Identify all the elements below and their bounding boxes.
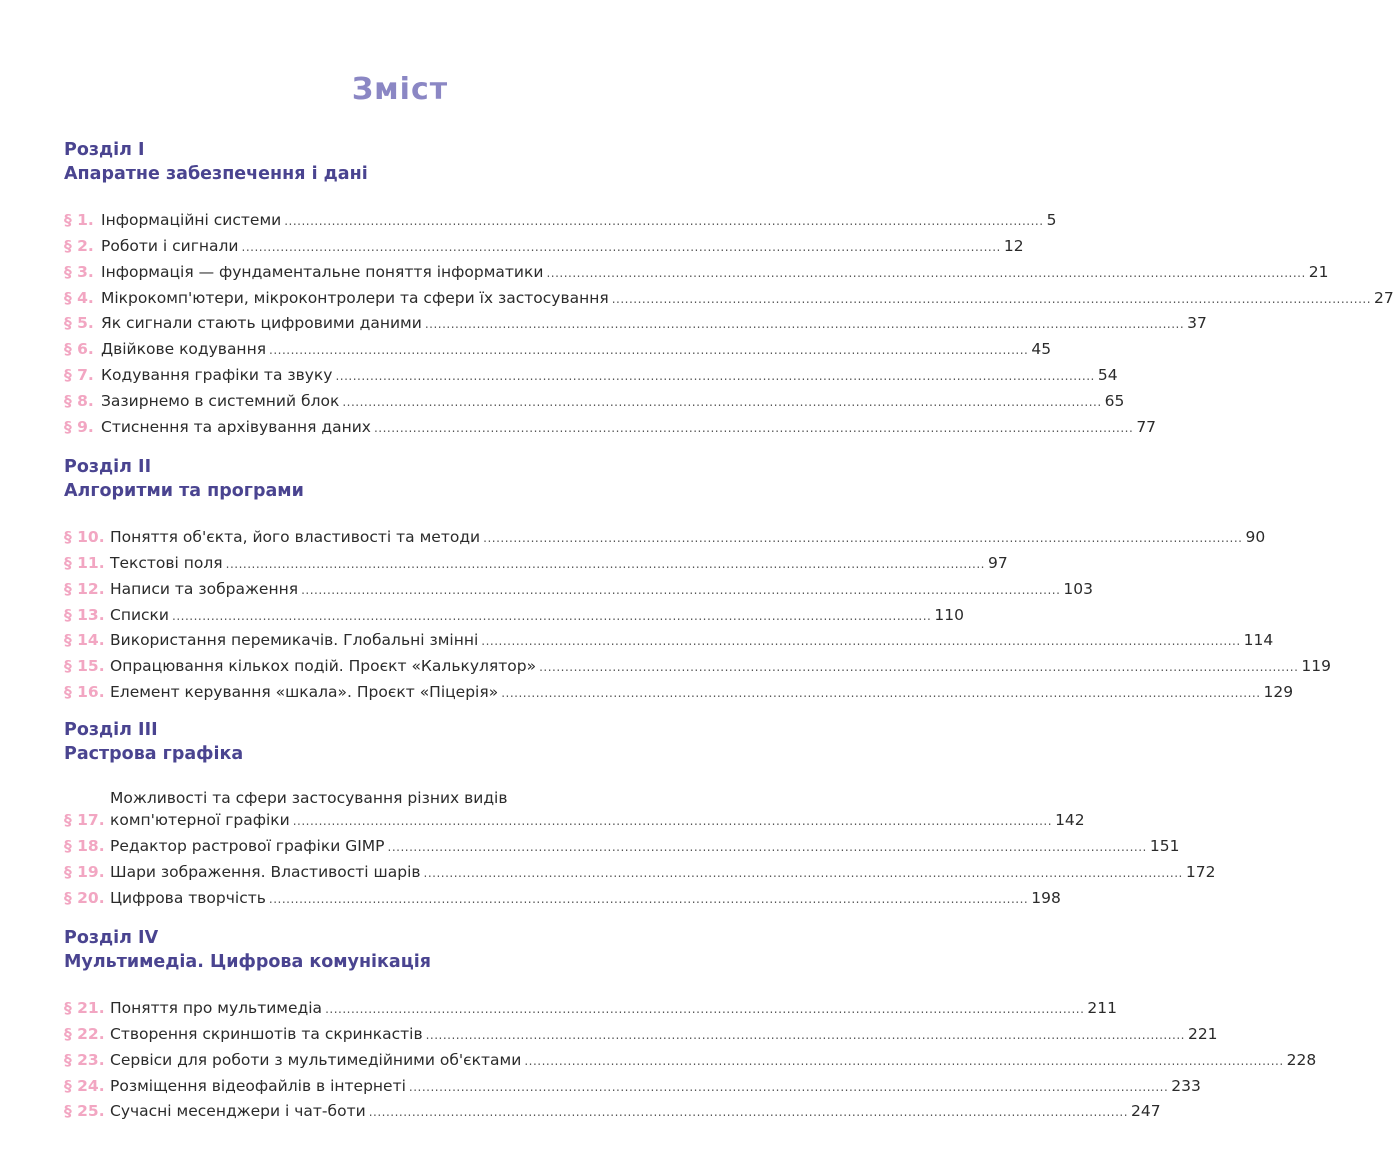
leader-dots (424, 862, 1183, 882)
entry-page: 247 (1131, 1102, 1161, 1121)
entry-page: 21 (1308, 262, 1329, 281)
entry-number: § 12. (64, 579, 105, 598)
toc-entry[interactable] (64, 359, 1118, 385)
entry-page: 45 (1031, 340, 1052, 359)
entry-line (110, 656, 1332, 676)
leader-dots (501, 682, 1260, 702)
toc-entry[interactable] (64, 385, 1125, 411)
entry-number: § 25. (64, 1102, 105, 1121)
entry-text-block (110, 788, 1085, 830)
entry-page: 172 (1185, 862, 1216, 881)
entry-page: 233 (1171, 1076, 1201, 1095)
entry-number: § 21. (64, 998, 105, 1017)
entry-title: Кодування графіки та звуку (101, 366, 333, 385)
entry-line (110, 553, 1008, 573)
entry-line (110, 1050, 1317, 1070)
toc-entry[interactable] (64, 333, 1052, 359)
leader-dots (284, 210, 1043, 230)
leader-dots (483, 527, 1242, 547)
toc-entry[interactable] (64, 676, 1294, 702)
entry-number: § 3. (64, 262, 94, 281)
entry-title: Можливості та сфери застосування різних видів (110, 789, 508, 807)
entry-page: 142 (1055, 811, 1085, 829)
leader-dots (369, 1101, 1128, 1121)
toc-entry[interactable] (64, 1044, 1317, 1070)
toc-entry[interactable] (64, 573, 1093, 599)
leader-dots (546, 262, 1305, 282)
entry-number: § 2. (64, 236, 94, 255)
section-label: Розділ IV (64, 928, 159, 948)
leader-dots (612, 288, 1371, 308)
entry-title: Зазирнемо в системний блок (101, 392, 340, 411)
section-label: Розділ ІІІ (64, 720, 158, 740)
entry-page: 114 (1243, 631, 1274, 650)
toc-entry[interactable] (64, 784, 1085, 830)
entry-title: Сервіси для роботи з мультимедійними об'єктами (110, 1050, 522, 1069)
leader-dots (481, 630, 1240, 650)
leader-dots (226, 553, 985, 573)
leader-dots (539, 656, 1298, 676)
leader-dots (172, 605, 931, 625)
entry-number: § 22. (64, 1024, 105, 1043)
leader-dots (388, 836, 1147, 856)
leader-dots (409, 1076, 1168, 1096)
entry-title: Мікрокомп'ютери, мікроконтролери та сфери їх застосування (101, 288, 609, 307)
section-label: Розділ ІІ (64, 457, 152, 477)
entry-title: Сучасні месенджери і чат-боти (110, 1102, 366, 1121)
entry-line (101, 236, 1024, 256)
entry-number: § 20. (64, 888, 105, 907)
leader-dots (342, 391, 1101, 411)
entry-line (101, 210, 1057, 230)
toc-list (64, 521, 1332, 702)
toc-entry[interactable] (64, 204, 1057, 230)
entry-line (101, 288, 1394, 308)
entry-title: Як сигнали стають цифровими даними (101, 314, 422, 333)
entry-page: 97 (987, 553, 1008, 572)
toc-entry[interactable] (64, 411, 1157, 437)
entry-line (110, 630, 1274, 650)
entry-line (101, 313, 1207, 333)
toc-entry[interactable] (64, 1070, 1201, 1096)
entry-line (110, 1101, 1161, 1121)
entry-number: § 1. (64, 210, 94, 229)
entry-title-line (110, 810, 1085, 830)
entry-title: Цифрова творчість (110, 888, 266, 907)
entry-page: 65 (1104, 392, 1125, 411)
section-title: Алгоритми та програми (64, 481, 304, 501)
leader-dots (293, 810, 1052, 830)
entry-title-continued: комп'ютерної графіки (110, 811, 290, 829)
entry-page: 211 (1087, 998, 1117, 1017)
toc-entry[interactable] (64, 282, 1394, 308)
entry-number: § 15. (64, 657, 105, 676)
toc-entry[interactable] (64, 256, 1329, 282)
toc-section (64, 455, 1332, 702)
entry-line (110, 862, 1216, 882)
toc-section (64, 718, 1216, 908)
entry-title: Розміщення відеофайлів в інтернеті (110, 1076, 406, 1095)
toc-entry[interactable] (64, 625, 1274, 651)
entry-line (110, 605, 964, 625)
entry-number: § 17. (64, 811, 105, 829)
entry-number: § 14. (64, 631, 105, 650)
entry-number: § 6. (64, 340, 94, 359)
entry-number: § 5. (64, 314, 94, 333)
toc-entry[interactable] (64, 521, 1266, 547)
leader-dots (269, 888, 1028, 908)
entry-title: Елемент керування «шкала». Проєкт «Піцерія» (110, 683, 499, 702)
toc-entry[interactable] (64, 650, 1332, 676)
entry-title: Поняття про мультимедіа (110, 998, 323, 1017)
entry-number: § 16. (64, 683, 105, 702)
leader-dots (269, 339, 1028, 359)
section-label: Розділ І (64, 140, 145, 160)
entry-page: 77 (1136, 418, 1157, 437)
entry-title: Списки (110, 605, 169, 624)
entry-number: § 4. (64, 288, 94, 307)
leader-dots (242, 236, 1001, 256)
entry-title: Шари зображення. Властивості шарів (110, 862, 421, 881)
entry-line (110, 1024, 1218, 1044)
leader-dots (524, 1050, 1283, 1070)
toc-entry[interactable] (64, 992, 1117, 1018)
entry-line (101, 365, 1118, 385)
entry-title: Поняття об'єкта, його властивості та методи (110, 527, 481, 546)
page-title: Зміст (351, 72, 449, 107)
entry-page: 110 (934, 605, 964, 624)
toc-entry[interactable] (64, 1018, 1218, 1044)
entry-number: § 18. (64, 836, 105, 855)
leader-dots (425, 313, 1184, 333)
toc-entry[interactable] (64, 308, 1207, 334)
section-title: Апаратне забезпечення і дані (64, 164, 368, 184)
entry-title: Двійкове кодування (101, 340, 267, 359)
entry-page: 119 (1301, 657, 1332, 676)
entry-page: 198 (1031, 888, 1061, 907)
entry-number: § 7. (64, 366, 94, 385)
toc-entry[interactable] (64, 830, 1180, 856)
toc-entry[interactable] (64, 856, 1216, 882)
entry-title: Текстові поля (110, 553, 223, 572)
entry-page: 103 (1063, 579, 1093, 598)
leader-dots (301, 579, 1060, 599)
toc-list (64, 204, 1394, 437)
entry-title: Написи та зображення (110, 579, 299, 598)
entry-title: Редактор растрової графіки GIMP (110, 836, 385, 855)
toc-section (64, 138, 1394, 437)
entry-number: § 8. (64, 392, 94, 411)
toc-list (64, 784, 1216, 908)
leader-dots (325, 998, 1084, 1018)
entry-number: § 10. (64, 527, 105, 546)
entry-title: Роботи і сигнали (101, 236, 239, 255)
section-title: Мультимедіа. Цифрова комунікація (64, 952, 431, 972)
entry-line (110, 998, 1117, 1018)
toc-section (64, 926, 1317, 1121)
entry-number: § 24. (64, 1076, 105, 1095)
entry-title: Створення скриншотів та скринкастів (110, 1024, 423, 1043)
entry-line (110, 1076, 1201, 1096)
entry-page: 129 (1263, 683, 1294, 702)
entry-line (110, 888, 1061, 908)
entry-line (101, 339, 1052, 359)
toc-entry[interactable] (64, 230, 1024, 256)
entry-line (101, 391, 1125, 411)
entry-line (110, 527, 1266, 547)
toc-entry[interactable] (64, 599, 964, 625)
entry-line (110, 836, 1180, 856)
entry-line (110, 682, 1294, 702)
entry-title: Стиснення та архівування даних (101, 418, 371, 437)
entry-page: 228 (1286, 1050, 1317, 1069)
toc-entry[interactable] (64, 1096, 1161, 1122)
entry-page: 90 (1245, 527, 1266, 546)
entry-number: § 23. (64, 1050, 105, 1069)
entry-number: § 11. (64, 553, 105, 572)
entry-number: § 9. (64, 418, 94, 437)
leader-dots (374, 417, 1133, 437)
entry-page: 5 (1046, 210, 1057, 229)
entry-number: § 13. (64, 605, 105, 624)
toc-entry[interactable] (64, 547, 1008, 573)
leader-dots (426, 1024, 1185, 1044)
entry-page: 54 (1097, 366, 1118, 385)
leader-dots (335, 365, 1094, 385)
entry-page: 37 (1187, 314, 1207, 333)
entry-title: Інформаційні системи (101, 210, 282, 229)
entry-page: 151 (1149, 836, 1180, 855)
entry-title: Опрацювання кількох подій. Проєкт «Калькулятор» (110, 657, 537, 676)
entry-page: 27 (1374, 288, 1394, 307)
toc-entry[interactable] (64, 882, 1061, 908)
toc-list (64, 992, 1317, 1121)
entry-page: 12 (1003, 236, 1024, 255)
entry-number: § 19. (64, 862, 105, 881)
section-title: Растрова графіка (64, 744, 244, 764)
entry-line (110, 579, 1093, 599)
entry-line (101, 417, 1157, 437)
entry-title: Використання перемикачів. Глобальні змінні (110, 631, 479, 650)
entry-line (101, 262, 1329, 282)
entry-page: 221 (1187, 1024, 1218, 1043)
entry-title: Інформація — фундаментальне поняття інформатики (101, 262, 544, 281)
